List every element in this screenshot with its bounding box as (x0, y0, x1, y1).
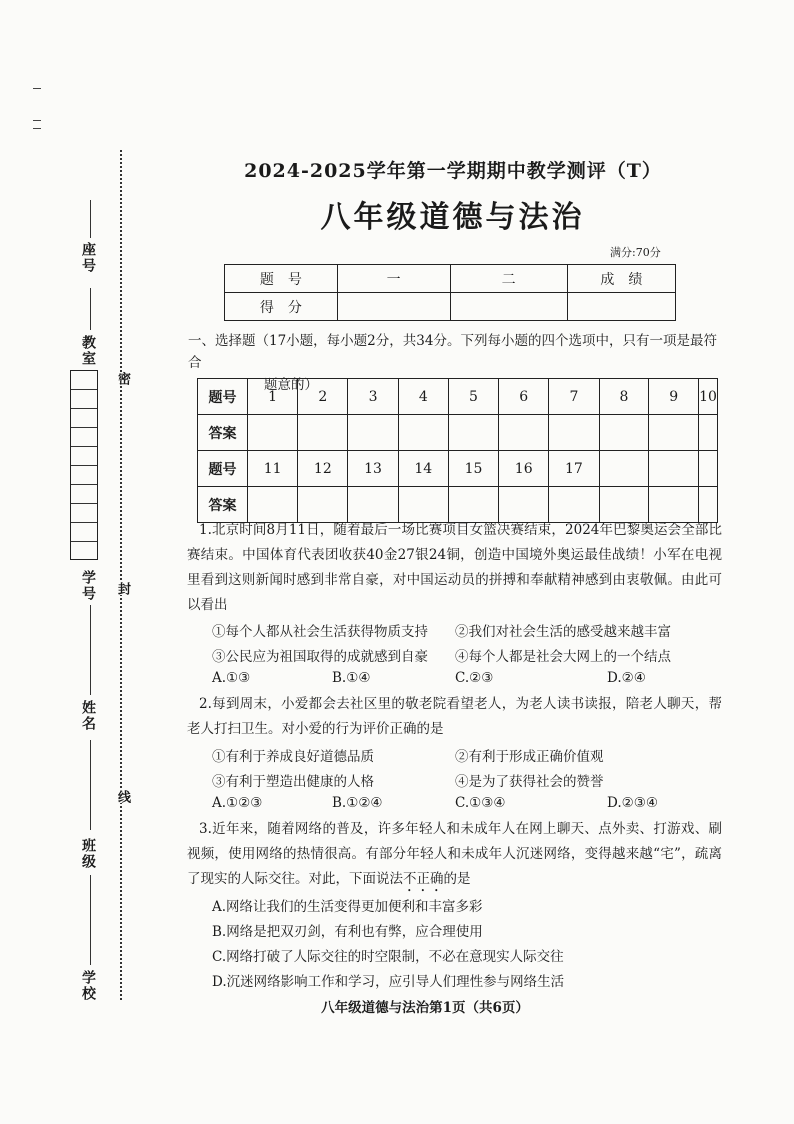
score-header-cell: 题 号 (225, 265, 338, 293)
question-1-stem: 1.北京时间8月11日，随着最后一场比赛项目女篮决赛结束，2024年巴黎奥运会全部比赛结束。中国体育代表团收获40金27银24铜，创造中国境外奥运最佳战绩！小军在电视里看到这则新闻时感到非常自豪，对中国运动员的拼搏和奉献精神感到由衷敬佩。由此可以看出 (187, 522, 722, 613)
section-heading-cont: 题意的） (264, 377, 318, 393)
full-mark: 满分:70分 (610, 246, 661, 259)
question-number: 15 (448, 451, 498, 487)
question-number: 16 (499, 451, 549, 487)
q1-statement-2: ②我们对社会生活的感受越来越丰富 (455, 624, 671, 640)
q2-option-c[interactable]: C.①③④ (455, 795, 506, 811)
question-number: 13 (348, 451, 398, 487)
q2-statement-1: ①有利于养成良好道德品质 (212, 749, 374, 765)
class-underline (90, 740, 91, 830)
q3-option-b[interactable]: B.网络是把双刃剑，有利也有弊，应合理使用 (212, 924, 483, 940)
classroom-underline (90, 288, 91, 330)
question-number: 2 (298, 379, 348, 415)
student-no-label: 学号 (80, 570, 96, 602)
class-label: 班级 (80, 838, 96, 870)
q1-option-b[interactable]: B.①④ (332, 670, 371, 686)
edge-mark (33, 128, 41, 129)
q2-statement-2: ②有利于形成正确价值观 (455, 749, 604, 765)
question-number: 12 (298, 451, 348, 487)
score-cell[interactable] (567, 293, 675, 321)
score-cell[interactable] (450, 293, 567, 321)
q3-stem-emphasis: 不正确 (403, 871, 444, 887)
q2-option-a[interactable]: A.①②③ (212, 795, 263, 811)
score-header-cell: 二 (450, 265, 567, 293)
question-number: 6 (499, 379, 549, 415)
answer-cell[interactable] (499, 415, 549, 451)
seal-dotted-line (120, 150, 122, 1000)
q1-statement-1: ①每个人都从社会生活获得物质支持 (212, 624, 428, 640)
score-header-cell: 一 (337, 265, 450, 293)
question-number: 9 (649, 379, 699, 415)
exam-title: 2024-2025学年第一学期期中教学测评（T） (244, 160, 662, 182)
seal-char-feng: 封 (115, 582, 130, 595)
seat-underline (90, 200, 91, 238)
school-label: 学校 (80, 970, 96, 1002)
q1-option-d[interactable]: D.②④ (607, 670, 646, 686)
answer-row-label: 答案 (198, 487, 248, 523)
q1-statement-4: ④每个人都是社会大网上的一个结点 (455, 649, 671, 665)
q1-option-a[interactable]: A.①③ (212, 670, 251, 686)
answer-cell[interactable] (298, 415, 348, 451)
question-number (699, 451, 718, 487)
question-number: 10 (699, 379, 718, 415)
answer-row-label: 答案 (198, 415, 248, 451)
answer-row-label: 题号 (198, 379, 248, 415)
answer-cell[interactable] (398, 415, 448, 451)
q3-stem-end: 的是 (443, 871, 471, 887)
q3-option-c[interactable]: C.网络打破了人际交往的时空限制，不必在意现实人际交往 (212, 949, 564, 965)
answer-table (197, 378, 718, 523)
answer-cell[interactable] (348, 415, 398, 451)
question-number (649, 451, 699, 487)
score-cell[interactable] (337, 293, 450, 321)
score-table (224, 264, 676, 321)
question-number: 8 (599, 379, 649, 415)
answer-cell[interactable] (649, 415, 699, 451)
page-footer: 八年级道德与法治第1页（共6页） (321, 1000, 529, 1016)
question-number: 5 (448, 379, 498, 415)
question-3-stem (187, 817, 722, 895)
q3-option-a[interactable]: A.网络让我们的生活变得更加便利和丰富多彩 (212, 899, 483, 915)
score-label-cell: 得 分 (225, 293, 338, 321)
answer-cell[interactable] (448, 415, 498, 451)
seat-label: 座号 (80, 242, 96, 274)
school-underline (90, 875, 91, 965)
question-2-stem: 2.每到周末，小爱都会去社区里的敬老院看望老人，为老人读书读报，陪老人聊天，帮老人打扫卫生。对小爱的行为评价正确的是 (187, 696, 722, 737)
question-number: 17 (549, 451, 599, 487)
q2-statement-4: ④是为了获得社会的赞誉 (455, 774, 604, 790)
answer-cell[interactable] (549, 415, 599, 451)
question-number: 7 (549, 379, 599, 415)
question-number: 1 (248, 379, 298, 415)
q1-statement-3: ③公民应为祖国取得的成就感到自豪 (212, 649, 428, 665)
question-number: 3 (348, 379, 398, 415)
seal-char-xian: 线 (115, 790, 130, 803)
edge-mark (33, 88, 41, 89)
classroom-label: 教室 (80, 335, 96, 367)
seal-char-mi: 密 (115, 372, 130, 385)
name-label: 姓名 (80, 700, 96, 732)
q2-option-b[interactable]: B.①②④ (332, 795, 383, 811)
q3-option-d[interactable]: D.沉迷网络影响工作和学习，应引导人们理性参与网络生活 (212, 974, 565, 990)
q2-statement-3: ③有利于塑造出健康的人格 (212, 774, 374, 790)
answer-cell[interactable] (248, 415, 298, 451)
student-number-boxes[interactable] (70, 370, 98, 560)
answer-cell[interactable] (699, 415, 718, 451)
score-header-cell: 成 绩 (567, 265, 675, 293)
q3-stem-text: 3.近年来，随着网络的普及，许多年轻人和未成年人在网上聊天、点外卖、打游戏、刷视频，使用网络的热情很高。有部分年轻人和未成年人沉迷网络，变得越来越“宅”，疏离了现实的人际交往。对此，下面说法 (187, 821, 722, 887)
name-underline (90, 605, 91, 695)
question-number: 11 (248, 451, 298, 487)
edge-mark (33, 120, 41, 121)
question-number: 4 (398, 379, 448, 415)
section-heading-line: 一、选择题（17小题，每小题2分，共34分。下列每小题的四个选项中，只有一项是最符合 (188, 333, 717, 371)
subject-title: 八年级道德与法治 (320, 200, 585, 235)
q1-option-c[interactable]: C.②③ (455, 670, 494, 686)
answer-row-label: 题号 (198, 451, 248, 487)
question-number (599, 451, 649, 487)
question-number: 14 (398, 451, 448, 487)
answer-cell[interactable] (599, 415, 649, 451)
q2-option-d[interactable]: D.②③④ (607, 795, 658, 811)
